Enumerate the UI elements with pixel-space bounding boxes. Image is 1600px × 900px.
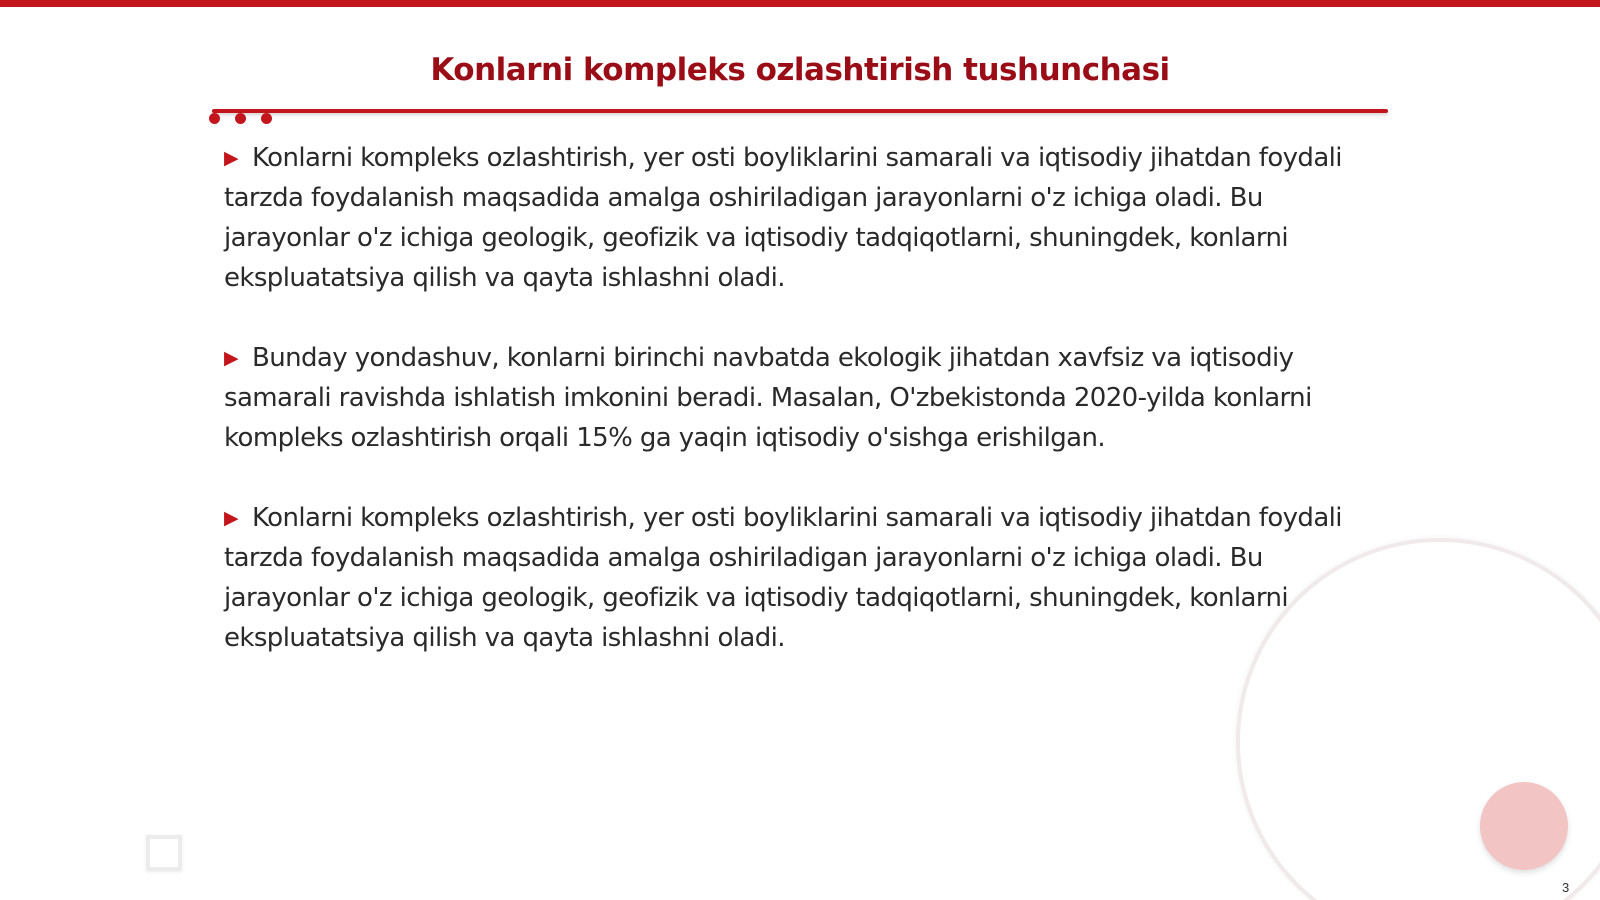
bullet-paragraph-3 (224, 498, 1384, 658)
decorative-pink-circle (1480, 782, 1568, 870)
decorative-dot (209, 113, 220, 124)
decorative-dot (261, 113, 272, 124)
decorative-dot (235, 113, 246, 124)
paragraph-text: Konlarni kompleks ozlashtirish, yer osti boyliklarini samarali va iqtisodiy jihatdan foydali tarzda foydalanish maqsadida amalga oshiriladigan jarayonlarni o'z ichiga oladi. Bu jarayonlar o'z ichiga geologik, geofizik va iqtisodiy tadqiqotlarni, shuningdek, konlarni ekspluatatsiya qilish va qayta ishlashni oladi. (224, 503, 1342, 653)
page-number: 3 (1562, 880, 1570, 895)
bullet-triangle-icon: ▶ (224, 147, 239, 169)
slide-title: Konlarni kompleks ozlashtirish tushunchasi (430, 52, 1170, 88)
bullet-paragraph-1 (224, 138, 1384, 298)
paragraph-text: Konlarni kompleks ozlashtirish, yer osti boyliklarini samarali va iqtisodiy jihatdan foydali tarzda foydalanish maqsadida amalga oshiriladigan jarayonlarni o'z ichiga oladi. Bu jarayonlar o'z ichiga geologik, geofizik va iqtisodiy tadqiqotlarni, shuningdek, konlarni ekspluatatsiya qilish va qayta ishlashni oladi. (224, 143, 1342, 293)
bullet-triangle-icon: ▶ (224, 347, 239, 369)
paragraph-text: Bunday yondashuv, konlarni birinchi navbatda ekologik jihatdan xavfsiz va iqtisodiy samarali ravishda ishlatish imkonini beradi. Masalan, O'zbekistonda 2020-yilda konlarni kompleks ozlashtirish orqali 15% ga yaqin iqtisodiy o'sishga erishilgan. (224, 343, 1312, 453)
slide-content (224, 138, 1384, 698)
bullet-triangle-icon: ▶ (224, 507, 239, 529)
top-accent-bar (0, 0, 1600, 7)
decorative-square-outline (146, 835, 182, 871)
bullet-paragraph-2 (224, 338, 1384, 458)
title-underline (212, 109, 1388, 113)
